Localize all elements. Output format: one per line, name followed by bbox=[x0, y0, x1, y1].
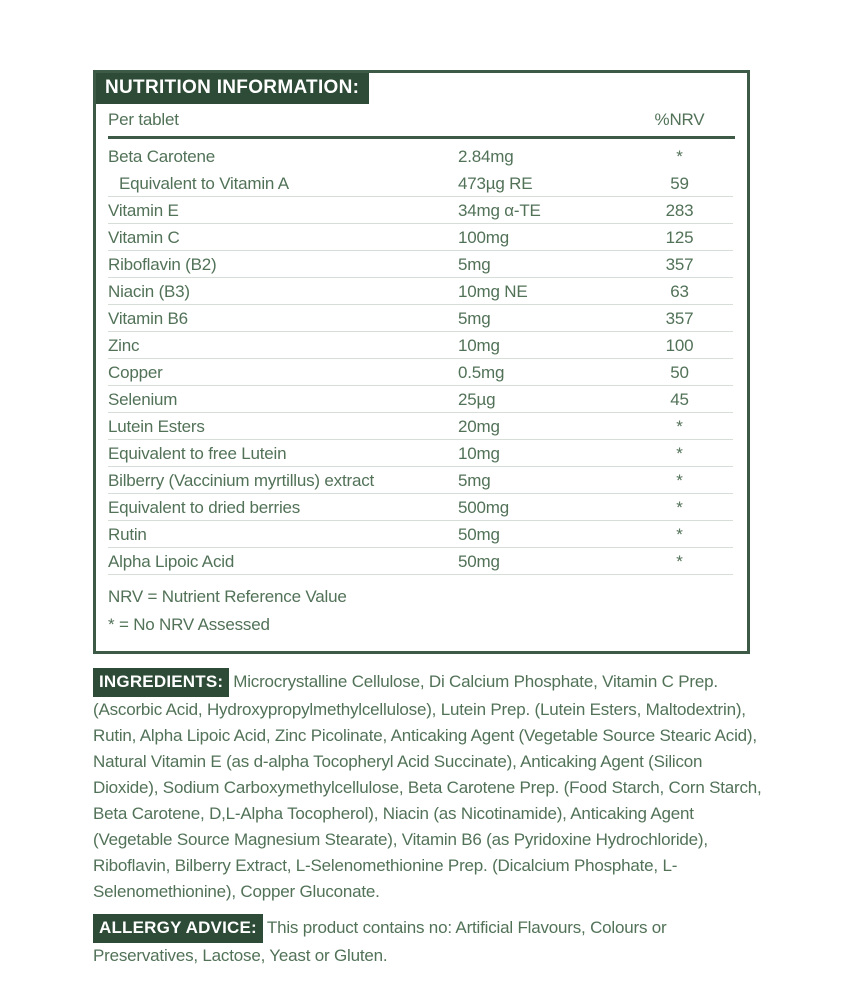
nutrient-nrv: 283 bbox=[665, 200, 694, 220]
nutrient-amount: 500mg bbox=[458, 497, 509, 517]
nutrient-name: Copper bbox=[108, 362, 163, 382]
nutrient-name: Equivalent to free Lutein bbox=[108, 443, 287, 463]
nutrient-name: Rutin bbox=[108, 524, 147, 544]
table-row bbox=[96, 494, 747, 521]
column-header-nrv: %NRV bbox=[654, 110, 705, 129]
nutrient-amount: 5mg bbox=[458, 308, 491, 328]
table-row bbox=[96, 521, 747, 548]
nutrient-nrv: 45 bbox=[670, 389, 689, 409]
nutrient-nrv: * bbox=[676, 470, 683, 490]
nutrient-nrv: 100 bbox=[665, 335, 694, 355]
nutrition-rows bbox=[96, 143, 747, 575]
nutrient-amount: 5mg bbox=[458, 254, 491, 274]
nutrient-amount: 473µg RE bbox=[458, 173, 533, 193]
nutrient-amount: 10mg bbox=[458, 443, 500, 463]
nutrient-name: Bilberry (Vaccinium myrtillus) extract bbox=[108, 470, 375, 490]
column-header-per-tablet: Per tablet bbox=[108, 110, 179, 129]
table-row bbox=[96, 440, 747, 467]
nutrient-name: Niacin (B3) bbox=[108, 281, 190, 301]
nutrient-name: Lutein Esters bbox=[108, 416, 205, 436]
nutrient-name: Vitamin E bbox=[108, 200, 179, 220]
footnote-asterisk: * = No NRV Assessed bbox=[108, 615, 270, 634]
table-row bbox=[96, 332, 747, 359]
nutrient-name: Alpha Lipoic Acid bbox=[108, 551, 235, 571]
label-content bbox=[93, 70, 765, 969]
table-row bbox=[96, 305, 747, 332]
table-row bbox=[96, 170, 747, 197]
nutrient-nrv: 125 bbox=[665, 227, 694, 247]
nutrient-nrv: 357 bbox=[665, 254, 694, 274]
nutrient-amount: 34mg α-TE bbox=[458, 200, 541, 220]
table-row bbox=[96, 278, 747, 305]
table-row bbox=[96, 197, 747, 224]
nutrient-amount: 10mg bbox=[458, 335, 500, 355]
nutrient-name: Vitamin B6 bbox=[108, 308, 188, 328]
nutrient-amount: 50mg bbox=[458, 524, 500, 544]
nutrient-name: Zinc bbox=[108, 335, 140, 355]
nutrition-title: NUTRITION INFORMATION: bbox=[96, 73, 369, 104]
nutrient-name: Vitamin C bbox=[108, 227, 180, 247]
nutrient-nrv: * bbox=[676, 497, 683, 517]
nutrient-name: Selenium bbox=[108, 389, 178, 409]
table-row bbox=[96, 413, 747, 440]
nutrient-nrv: 63 bbox=[670, 281, 689, 301]
nutrient-name: Equivalent to dried berries bbox=[108, 497, 301, 517]
table-row bbox=[96, 251, 747, 278]
nutrient-nrv: 50 bbox=[670, 362, 689, 382]
table-row bbox=[96, 386, 747, 413]
nutrient-nrv: 357 bbox=[665, 308, 694, 328]
nutrient-name: Riboflavin (B2) bbox=[108, 254, 217, 274]
nutrient-name: Beta Carotene bbox=[108, 146, 216, 166]
nutrient-amount: 0.5mg bbox=[458, 362, 505, 382]
allergy-paragraph bbox=[93, 914, 673, 969]
ingredients-heading: INGREDIENTS: bbox=[93, 668, 229, 697]
nutrient-nrv: 59 bbox=[670, 173, 689, 193]
nutrient-amount: 5mg bbox=[458, 470, 491, 490]
nutrient-amount: 2.84mg bbox=[458, 146, 514, 166]
table-row bbox=[96, 467, 747, 494]
nutrient-nrv: * bbox=[676, 524, 683, 544]
table-row bbox=[96, 359, 747, 386]
nutrient-name: Equivalent to Vitamin A bbox=[119, 173, 289, 193]
nutrient-amount: 100mg bbox=[458, 227, 509, 247]
nutrient-nrv: * bbox=[676, 416, 683, 436]
nutrient-amount: 50mg bbox=[458, 551, 500, 571]
ingredients-paragraph bbox=[93, 668, 765, 905]
nutrient-amount: 25µg bbox=[458, 389, 496, 409]
allergy-heading: ALLERGY ADVICE: bbox=[93, 914, 263, 943]
nutrient-amount: 20mg bbox=[458, 416, 500, 436]
ingredients-text: Microcrystalline Cellulose, Di Calcium Phosphate, Vitamin C Prep. (Ascorbic Acid, Hydroxypropylmethylcellulose), Lutein Prep. (Lutein Esters, Maltodextrin), Rutin, Alpha Lipoic Acid, Zinc Picolinate, Anticaking Agent (Vegetable Source Stearic Acid), Natural Vitamin E (as d-alpha Tocopheryl Acid Succinate), Anticaking Agent (Silicon Dioxide), Sodium Carboxymethylcellulose, Beta Carotene Prep. (Food Starch, Corn Starch, Beta Carotene, D,L-Alpha Tocopherol), Niacin (as Nicotinamide), Anticaking Agent (Vegetable Source Magnesium Stearate), Vitamin B6 (as Pyridoxine Hydrochloride), Riboflavin, Bilberry Extract, L-Selenomethionine Prep. (Dicalcium Phosphate, L-Selenomethionine), Copper Gluconate. bbox=[93, 672, 762, 901]
table-footnotes bbox=[96, 575, 747, 639]
table-header-row bbox=[96, 104, 747, 134]
nutrition-table bbox=[93, 70, 750, 654]
header-rule bbox=[108, 136, 735, 139]
table-row bbox=[96, 548, 747, 575]
table-row bbox=[96, 143, 747, 170]
nutrient-nrv: * bbox=[676, 551, 683, 571]
allergy-text: This product contains no: Artificial Flavours, Colours or Preservatives, Lactose, Yeast or Gluten. bbox=[93, 918, 667, 965]
nutrient-nrv: * bbox=[676, 443, 683, 463]
nutrient-amount: 10mg NE bbox=[458, 281, 528, 301]
nutrient-nrv: * bbox=[676, 146, 683, 166]
footnote-nrv: NRV = Nutrient Reference Value bbox=[108, 587, 347, 606]
table-row bbox=[96, 224, 747, 251]
